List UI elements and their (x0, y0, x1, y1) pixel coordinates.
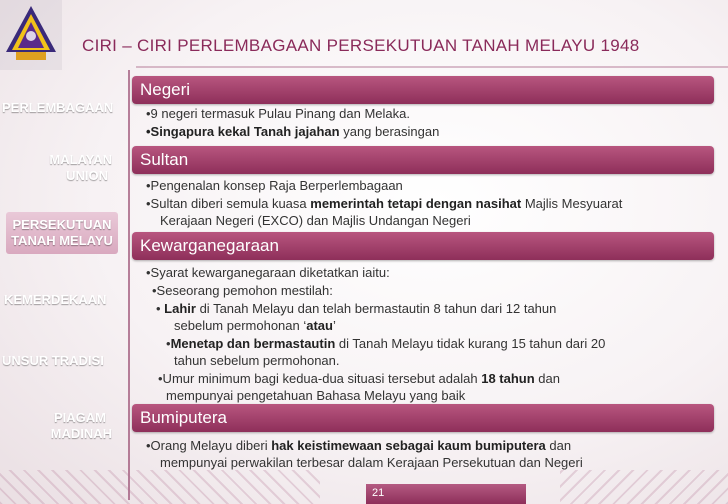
section-header-negeri: Negeri (132, 76, 714, 104)
kewarganegaraan-line-6: tahun sebelum permohonan. (174, 353, 340, 368)
sidebar-item-label: KEMERDEKAAN (4, 292, 107, 307)
sidebar-item-label-2: TANAH MELAYU (11, 233, 113, 248)
kewarganegaraan-line-4 (174, 318, 336, 334)
bumi-text: •Orang Melayu diberi (146, 438, 272, 453)
sidebar-item-piagam-madinah[interactable] (0, 406, 116, 446)
sultan-line-3: Kerajaan Negeri (EXCO) dan Majlis Undangan Negeri (160, 213, 471, 228)
kewarganegaraan-line-5 (166, 336, 605, 352)
sultan-text-a: •Sultan diberi semula kuasa (146, 196, 311, 211)
bumiputera-line-2: mempunyai perwakilan terbesar dalam Kerajaan Persekutuan dan Negeri (160, 455, 583, 470)
section-header-sultan: Sultan (132, 146, 714, 174)
title-underline (136, 66, 728, 68)
kw-text: di Tanah Melayu dan telah bermastautin 8 tahun dari 12 tahun (195, 301, 557, 316)
kw-text: •Umur minimum bagi kedua-dua situasi tersebut adalah (158, 371, 482, 386)
section-header-kewarganegaraan: Kewarganegaraan (132, 232, 714, 260)
bumi-text: dan (545, 438, 572, 453)
kw-bold-menetap: Menetap dan bermastautin (170, 336, 336, 351)
university-logo (0, 0, 62, 70)
footer-decoration-left (0, 470, 320, 504)
footer-decoration-right (560, 470, 728, 504)
sidebar-item-label-2: UNION (66, 168, 108, 183)
sidebar-item-label: UNSUR TRADISI (2, 353, 104, 368)
section-header-bumiputera: Bumiputera (132, 404, 714, 432)
negeri-bold-text: •Singapura kekal Tanah jajahan (146, 124, 340, 139)
sidebar-item-persekutuan-tanah-melayu[interactable] (6, 212, 118, 254)
sidebar-item-label: MALAYAN (49, 152, 112, 167)
negeri-line-2 (146, 124, 439, 140)
kw-bold-umur: 18 tahun (481, 371, 535, 386)
slide-title: CIRI – CIRI PERLEMBAGAAN PERSEKUTUAN TANAH MELAYU 1948 (82, 36, 640, 55)
kw-bold-lahir: Lahir (164, 301, 196, 316)
kw-bold-atau: atau (306, 318, 333, 333)
bumi-bold-text: hak keistimewaan sebagai kaum bumiputera (271, 438, 546, 453)
kewarganegaraan-line-1: •Syarat kewarganegaraan diketatkan iaitu: (146, 265, 390, 280)
kw-bullet: • (156, 301, 165, 316)
sidebar-divider (128, 70, 130, 500)
sultan-text-c: Majlis Mesyuarat (521, 196, 623, 211)
kewarganegaraan-line-3 (156, 301, 556, 317)
kw-text: dan (534, 371, 560, 386)
page-number: 21 (366, 484, 526, 504)
sidebar-item-malayan-union[interactable] (0, 148, 116, 188)
negeri-text: yang berasingan (339, 124, 440, 139)
kw-text: di Tanah Melayu tidak kurang 15 tahun dari 20 (335, 336, 606, 351)
bumiputera-line-1 (146, 438, 571, 454)
kewarganegaraan-line-8: mempunyai pengetahuan Bahasa Melayu yang baik (166, 388, 466, 403)
sidebar-item-kemerdekaan[interactable] (0, 286, 120, 314)
kw-bullet: • (166, 336, 171, 351)
kw-text: ’ (332, 318, 336, 333)
sidebar-item-label: PIAGAM (54, 410, 106, 425)
sidebar-item-label: PERSEKUTUAN (12, 217, 112, 232)
sidebar-item-unsur-tradisi[interactable] (0, 346, 118, 376)
sidebar-item-label: PERLEMBAGAAN (2, 100, 114, 115)
sidebar-item-perlembagaan[interactable] (0, 92, 118, 124)
negeri-line-1: •9 negeri termasuk Pulau Pinang dan Melaka. (146, 106, 410, 121)
sidebar-item-label-2: MADINAH (50, 426, 112, 441)
kewarganegaraan-line-7 (158, 371, 560, 387)
kewarganegaraan-line-2: •Seseorang pemohon mestilah: (152, 283, 333, 298)
sultan-bold-text: memerintah tetapi dengan nasihat (310, 196, 522, 211)
sultan-line-1: •Pengenalan konsep Raja Berperlembagaan (146, 178, 403, 193)
kw-text: sebelum permohonan ‘ (174, 318, 307, 333)
sultan-line-2 (146, 196, 622, 212)
